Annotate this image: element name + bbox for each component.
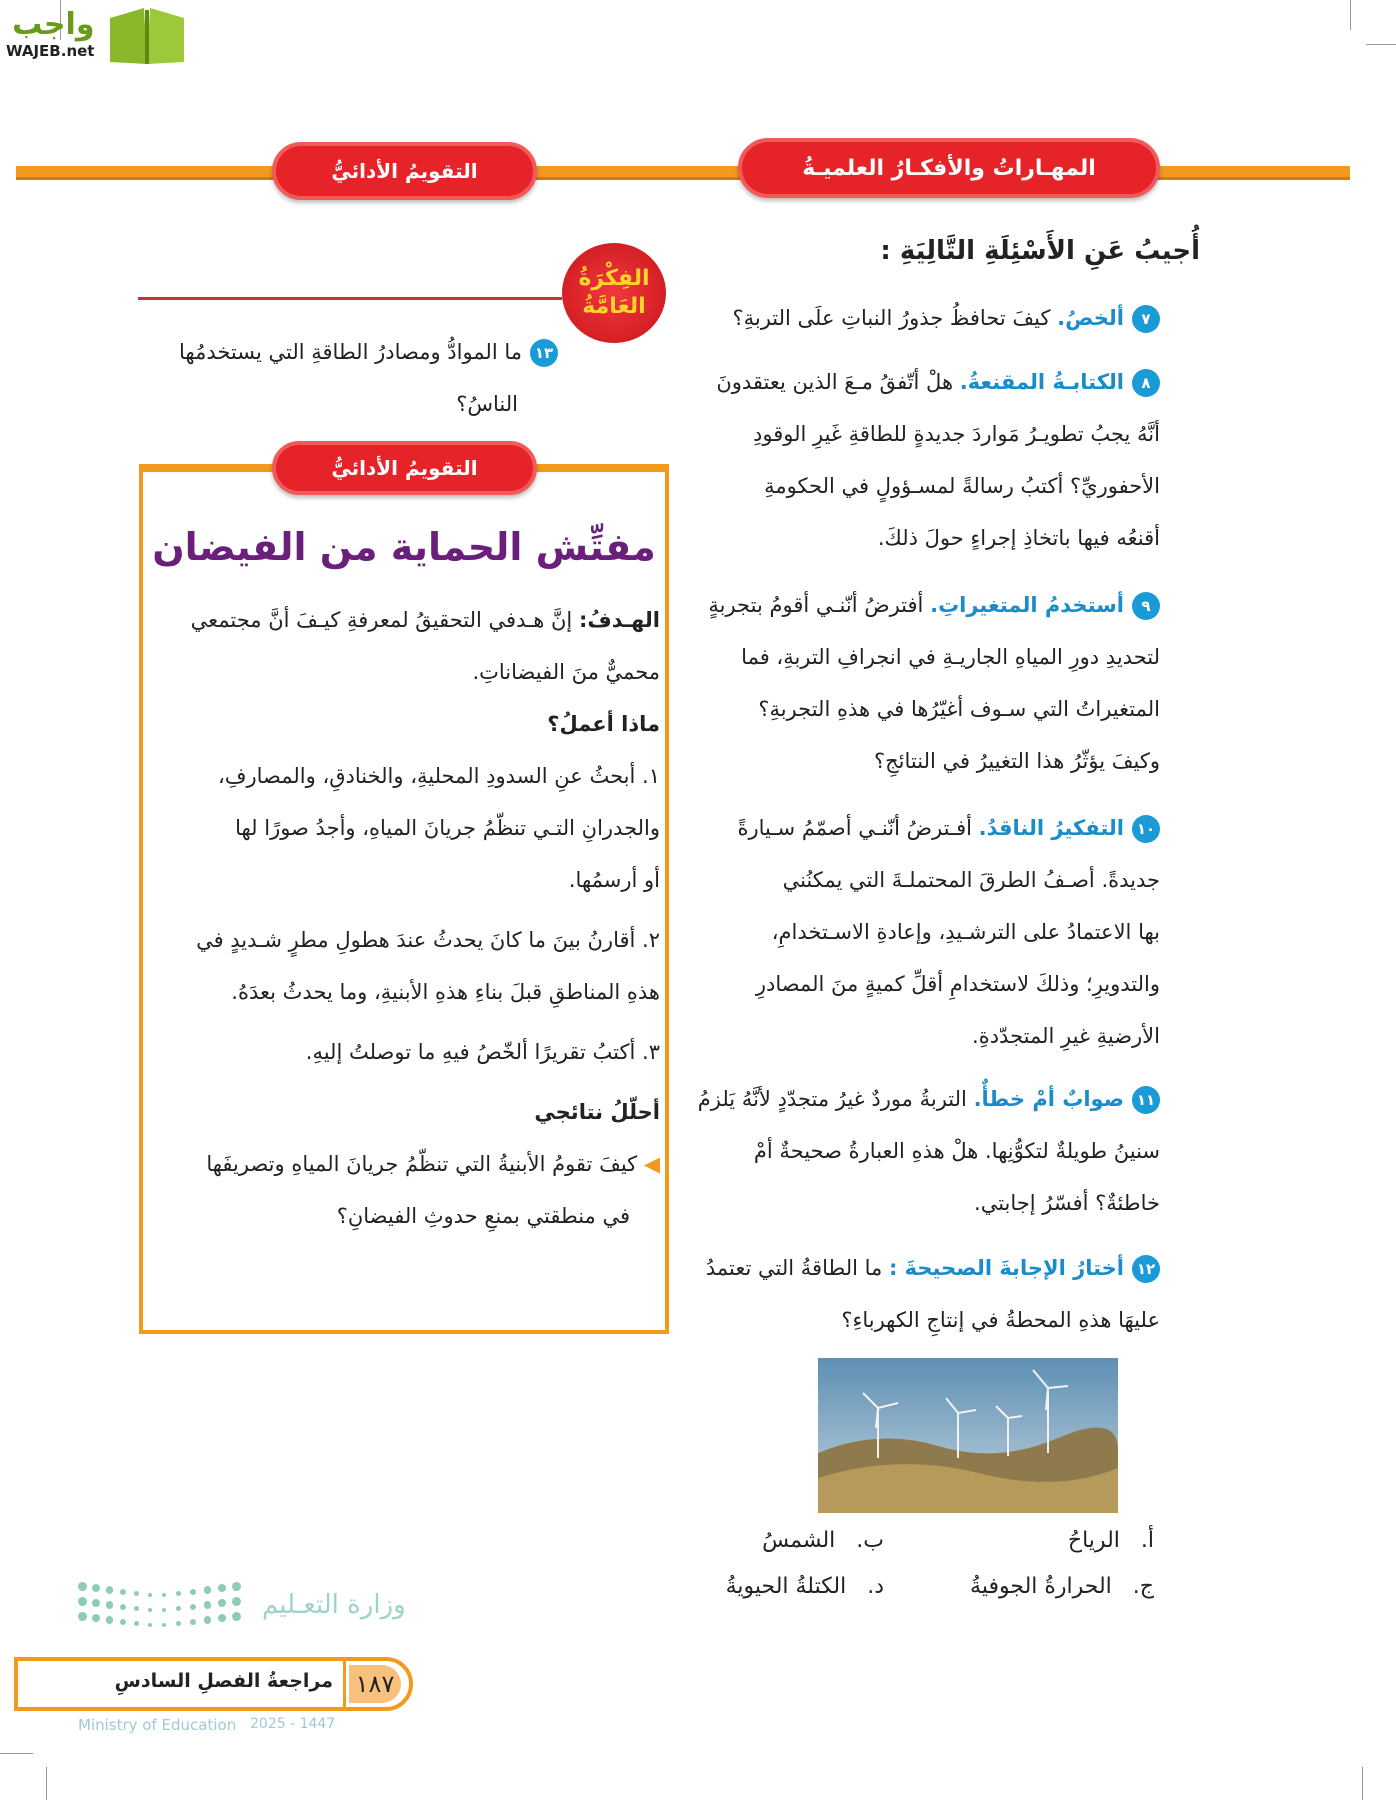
question-number: ٨ bbox=[1132, 369, 1160, 397]
logo-dot bbox=[218, 1584, 226, 1592]
logo-dot bbox=[134, 1606, 139, 1611]
logo-dot bbox=[176, 1606, 181, 1611]
question-item bbox=[708, 579, 1160, 787]
logo-dot bbox=[78, 1597, 87, 1606]
question-item bbox=[706, 1242, 1160, 1346]
assessment-header: التقويمُ الأدائيُّ bbox=[272, 142, 537, 200]
step: ٢. أقارنُ بينَ ما كانَ يحدثُ عندَ هطولِ مطرٍ شـديدٍ في هذهِ المناطقِ قبلَ بناءِ هذهِ الأبنيةِ، وما يحدثُ بعدَهُ. bbox=[196, 928, 660, 1004]
question-line: الأحفوريِّ؟ أكتبُ رسالةً لمسـؤولٍ في الحكومةِ bbox=[764, 474, 1160, 498]
logo-dot bbox=[204, 1586, 211, 1593]
logo-dot bbox=[120, 1604, 126, 1610]
skill-label: التفكيرُ الناقدُ. bbox=[978, 816, 1124, 840]
question-number: ٧ bbox=[1132, 305, 1160, 333]
question-item bbox=[716, 356, 1160, 564]
step: ٣. أكتبُ تقريرًا ألخّصُ فيهِ ما توصلتُ إليهِ. bbox=[305, 1040, 660, 1064]
question-number: ٩ bbox=[1132, 592, 1160, 620]
goal: الهـدفُ: إنَّ هـدفي التحقيقُ لمعرفةِ كيـفَ أنَّ مجتمعي bbox=[190, 608, 660, 632]
question-line: أنَّهُ يجبُ تطويـرُ مَواردَ جديدةٍ للطاقةِ غَيرِ الوقودِ bbox=[753, 422, 1160, 446]
ministry-arabic: وزارة التعـليم bbox=[262, 1590, 406, 1620]
skills-header: المهـاراتُ والأفكـارُ العلميـةُ bbox=[738, 138, 1160, 198]
question-number: ١٠ bbox=[1132, 815, 1160, 843]
logo-dot bbox=[106, 1601, 113, 1608]
logo-dot bbox=[204, 1601, 211, 1608]
question-line: خاطئةٌ؟ أفسّرُ إجابتي. bbox=[974, 1191, 1160, 1215]
question-line: ٩أستخدمُ المتغيراتِ. أفترضُ أنّنـي أقومُ بتجربةٍ bbox=[708, 579, 1160, 631]
logo-dot bbox=[190, 1589, 196, 1595]
question-line: عليهَا هذهِ المحطةُ في إنتاجِ الكهرباءِ؟ bbox=[841, 1308, 1160, 1332]
logo-dot bbox=[162, 1593, 166, 1597]
question-line: لتحديدِ دورِ المياهِ الجاريـةِ في انجرافِ التربةِ، فما bbox=[741, 645, 1160, 669]
logo-dot bbox=[78, 1582, 87, 1591]
book-icon bbox=[106, 4, 188, 66]
activity-title: مفتِّش الحماية من الفيضان bbox=[152, 525, 656, 569]
option-d[interactable]: د. الكتلةُ الحيويةُ bbox=[725, 1574, 884, 1599]
question-number: ١١ bbox=[1132, 1086, 1160, 1114]
question-line: ١٢أختارُ الإجابةَ الصحيحةَ : ما الطاقةُ التي تعتمدُ bbox=[706, 1242, 1160, 1294]
question-13: ١٣ما الموادُّ ومصادرُ الطاقةِ التي يستخدمُها الناسُ؟ bbox=[138, 326, 558, 430]
logo-dot bbox=[232, 1597, 241, 1606]
what-heading: ماذا أعملُ؟ bbox=[547, 712, 660, 736]
logo-arabic: واجب bbox=[12, 7, 95, 42]
question-line: ١١صوابٌ أمْ خطأٌ. التربةُ موردٌ غيرُ متجدّدٍ لأنَّهُ يَلزمُ bbox=[698, 1073, 1160, 1125]
logo-dot bbox=[162, 1608, 166, 1612]
crop-mark bbox=[1366, 44, 1396, 45]
option-b[interactable]: ب. الشمسُ bbox=[762, 1528, 884, 1553]
option-a[interactable]: أ. الرياحُ bbox=[1067, 1528, 1154, 1553]
crop-mark bbox=[0, 1753, 33, 1754]
crop-mark bbox=[1350, 0, 1351, 30]
logo-dot bbox=[106, 1586, 113, 1593]
question-item bbox=[698, 1073, 1160, 1229]
question-line: بها الاعتمادُ على الترشـيدِ، وإعادةِ الاسـتخدامِ، bbox=[771, 920, 1160, 944]
skill-label: الكتابـةُ المقنعةُ. bbox=[959, 370, 1124, 394]
logo-dot bbox=[92, 1614, 100, 1622]
skill-label: ألخصُ. bbox=[1057, 306, 1124, 330]
activity-content bbox=[150, 594, 660, 1242]
questions-intro: أُجيبُ عَنِ الأَسْئِلَةِ التَّالِيَةِ : bbox=[880, 236, 1200, 266]
logo-dot bbox=[176, 1591, 181, 1596]
logo-dot bbox=[120, 1589, 126, 1595]
logo-dot bbox=[204, 1616, 211, 1623]
logo-dot bbox=[190, 1604, 196, 1610]
logo-dot bbox=[92, 1584, 100, 1592]
question-line: سنينُ طويلةٌ لتكوُّنِها. هلْ هذهِ العبارةُ صحيحةٌ أمْ bbox=[753, 1139, 1160, 1163]
logo-dot bbox=[78, 1612, 87, 1621]
question-line: الأرضيةِ غيرِ المتجدّدةِ. bbox=[972, 1024, 1160, 1048]
page-number: ١٨٧ bbox=[349, 1665, 401, 1703]
ministry-year: 2025 - 1447 bbox=[250, 1716, 336, 1732]
logo-dot bbox=[120, 1619, 126, 1625]
logo-dot bbox=[92, 1599, 100, 1607]
question-line: وكيفَ يؤثّرُ هذا التغييرُ في النتائجِ؟ bbox=[873, 749, 1160, 773]
question-line: ١٠التفكيرُ الناقدُ. أفـترضُ أنّنـي أصمّمُ سـيارةً bbox=[738, 802, 1160, 854]
triangle-bullet-icon: ◀ bbox=[643, 1152, 660, 1176]
logo-latin: WAJEB.net bbox=[6, 42, 95, 60]
logo-dot bbox=[134, 1621, 139, 1626]
ministry-english: Ministry of Education bbox=[78, 1716, 237, 1734]
logo-dot bbox=[134, 1591, 139, 1596]
logo-dot bbox=[148, 1623, 152, 1627]
question-number: ١٣ bbox=[530, 339, 558, 367]
analyze-heading: أحلّلُ نتائجي bbox=[534, 1100, 660, 1124]
skill-label: أختارُ الإجابةَ الصحيحةَ : bbox=[888, 1256, 1124, 1280]
question-item bbox=[738, 802, 1160, 1062]
logo-dot bbox=[218, 1614, 226, 1622]
wind-farm-image bbox=[818, 1358, 1118, 1513]
option-c[interactable]: ج. الحرارةُ الجوفيةُ bbox=[970, 1574, 1154, 1599]
crop-mark bbox=[1362, 1767, 1363, 1800]
big-idea-badge: الفِكْرَةُ العَامَّةُ bbox=[562, 243, 666, 343]
question-line: ٨الكتابـةُ المقنعةُ. هلْ أتّفقُ مـعَ الذين يعتقدونَ bbox=[716, 356, 1160, 408]
question-line: والتدويرِ؛ وذلكَ لاستخدامِ أقلِّ كميةٍ منَ المصادرِ bbox=[755, 972, 1160, 996]
ministry-logo bbox=[78, 1582, 248, 1638]
answer-options bbox=[674, 1518, 1154, 1610]
logo-dot bbox=[148, 1593, 152, 1597]
logo-dot bbox=[190, 1619, 196, 1625]
step: ١. أبحثُ عنِ السدودِ المحليةِ، والخنادقِ، والمصارفِ، والجدرانِ التـي تنظّمُ جريانَ المياهِ، وأجدُ صورًا لها أو أرسمُها. bbox=[217, 764, 660, 892]
logo-dot bbox=[176, 1621, 181, 1626]
crop-mark bbox=[46, 1767, 47, 1800]
question-line: جديدةً. أصـفُ الطرقَ المحتملـةَ التي يمكنُني bbox=[782, 868, 1160, 892]
question-line: أقنعُه فيها باتخاذِ إجراءٍ حولَ ذلكَ. bbox=[877, 526, 1160, 550]
big-idea-line bbox=[138, 297, 562, 300]
wajeb-logo[interactable] bbox=[6, 8, 94, 60]
goal-line: محميٌّ منَ الفيضاناتِ. bbox=[472, 660, 660, 684]
box-header: التقويمُ الأدائيُّ bbox=[272, 441, 537, 495]
logo-dot bbox=[232, 1612, 241, 1621]
logo-dot bbox=[218, 1599, 226, 1607]
page-footer bbox=[14, 1657, 413, 1711]
logo-dot bbox=[148, 1608, 152, 1612]
question-line: ٧ألخصُ. كيفَ تحافظُ جذورُ النباتِ علَى التربةِ؟ bbox=[732, 292, 1160, 344]
logo-dot bbox=[162, 1623, 166, 1627]
question-item bbox=[732, 292, 1160, 344]
logo-dot bbox=[106, 1616, 113, 1623]
analyze-question: ◀ كيفَ تقومُ الأبنيةُ التي تنظّمُ جريانَ المياهِ وتصريفَها في منطقتي بمنعِ حدوثِ الفيضانِ؟ bbox=[206, 1152, 660, 1228]
question-number: ١٢ bbox=[1132, 1255, 1160, 1283]
skill-label: أستخدمُ المتغيراتِ. bbox=[930, 593, 1124, 617]
skill-label: صوابٌ أمْ خطأٌ. bbox=[973, 1087, 1124, 1111]
footer-divider bbox=[343, 1661, 346, 1707]
question-line: المتغيراتُ التي سـوف أغيّرُها في هذهِ التجربةِ؟ bbox=[758, 697, 1160, 721]
chapter-title: مراجعةُ الفصلِ السادسِ bbox=[114, 1670, 333, 1692]
logo-dot bbox=[232, 1582, 241, 1591]
